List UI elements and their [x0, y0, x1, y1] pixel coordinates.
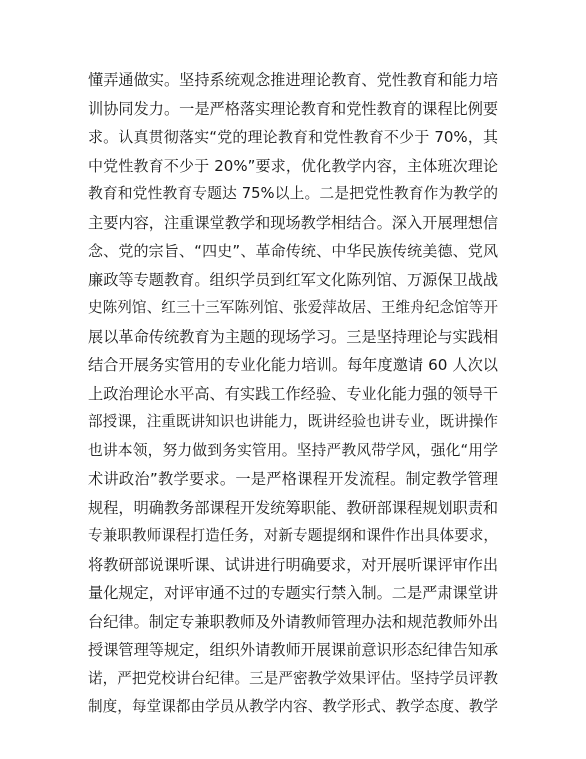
text-line: 术讲政治”教学要求。一是严格课程开发流程。制定教学管理 [88, 470, 498, 488]
text-line: 念、党的宗旨、“四史”、革命传统、中华民族传统美德、党风 [88, 242, 498, 260]
text-line: 授课管理等规定，组织外请教师开展课前意识形态纪律告知承 [88, 641, 498, 659]
text-line: 规程，明确教务部课程开发统筹职能、教研部课程规划职责和 [88, 498, 498, 517]
text-line: 部授课，注重既讲知识也讲能力，既讲经验也讲专业，既讲操作 [88, 413, 498, 430]
text-line: 台纪律。制定专兼职教师及外请教师管理办法和规范教师外出 [88, 612, 498, 631]
text-line: 诺，严把党校讲台纪律。三是严密教学效果评估。坚持学员评教 [88, 669, 498, 687]
text-line: 史陈列馆、红三十三军陈列馆、张爱萍故居、王维舟纪念馆等开 [88, 299, 498, 316]
text-line: 主要内容，注重课堂教学和现场教学相结合。深入开展理想信 [88, 213, 498, 232]
text-line: 懂弄通做实。坚持系统观念推进理论教育、党性教育和能力培 [88, 71, 498, 89]
text-line: 展以革命传统教育为主题的现场学习。三是坚持理论与实践相 [88, 327, 498, 346]
text-line: 制度，每堂课都由学员从教学内容、教学形式、教学态度、教学 [88, 698, 498, 715]
text-line: 上政治理论水平高、有实践工作经验、专业化能力强的领导干 [88, 384, 498, 403]
text-line: 教育和党性教育专题达 75%以上。二是把党性教育作为教学的 [88, 185, 498, 202]
text-line: 量化规定，对评审通不过的专题实行禁入制。二是严肃课堂讲 [88, 584, 498, 602]
text-line: 求。认真贯彻落实“党的理论教育和党性教育不少于 70%，其 [88, 128, 498, 146]
text-line: 廉政等专题教育。组织学员到红军文化陈列馆、万源保卫战战 [88, 270, 498, 289]
text-line: 训协同发力。一是严格落实理论教育和党性教育的课程比例要 [88, 99, 498, 118]
body-text [88, 66, 498, 722]
text-line: 中党性教育不少于 20%”要求，优化教学内容，主体班次理论 [88, 156, 498, 175]
text-line: 也讲本领，努力做到务实管用。坚持严教风带学风，强化“用学 [88, 441, 498, 459]
text-line: 专兼职教师课程打造任务，对新专题提纲和课件作出具体要求， [88, 527, 498, 544]
text-line: 将教研部说课听课、试讲进行明确要求，对开展听课评审作出 [88, 555, 498, 574]
text-line: 结合开展务实管用的专业化能力培训。每年度邀请 60 人次以 [88, 356, 498, 374]
